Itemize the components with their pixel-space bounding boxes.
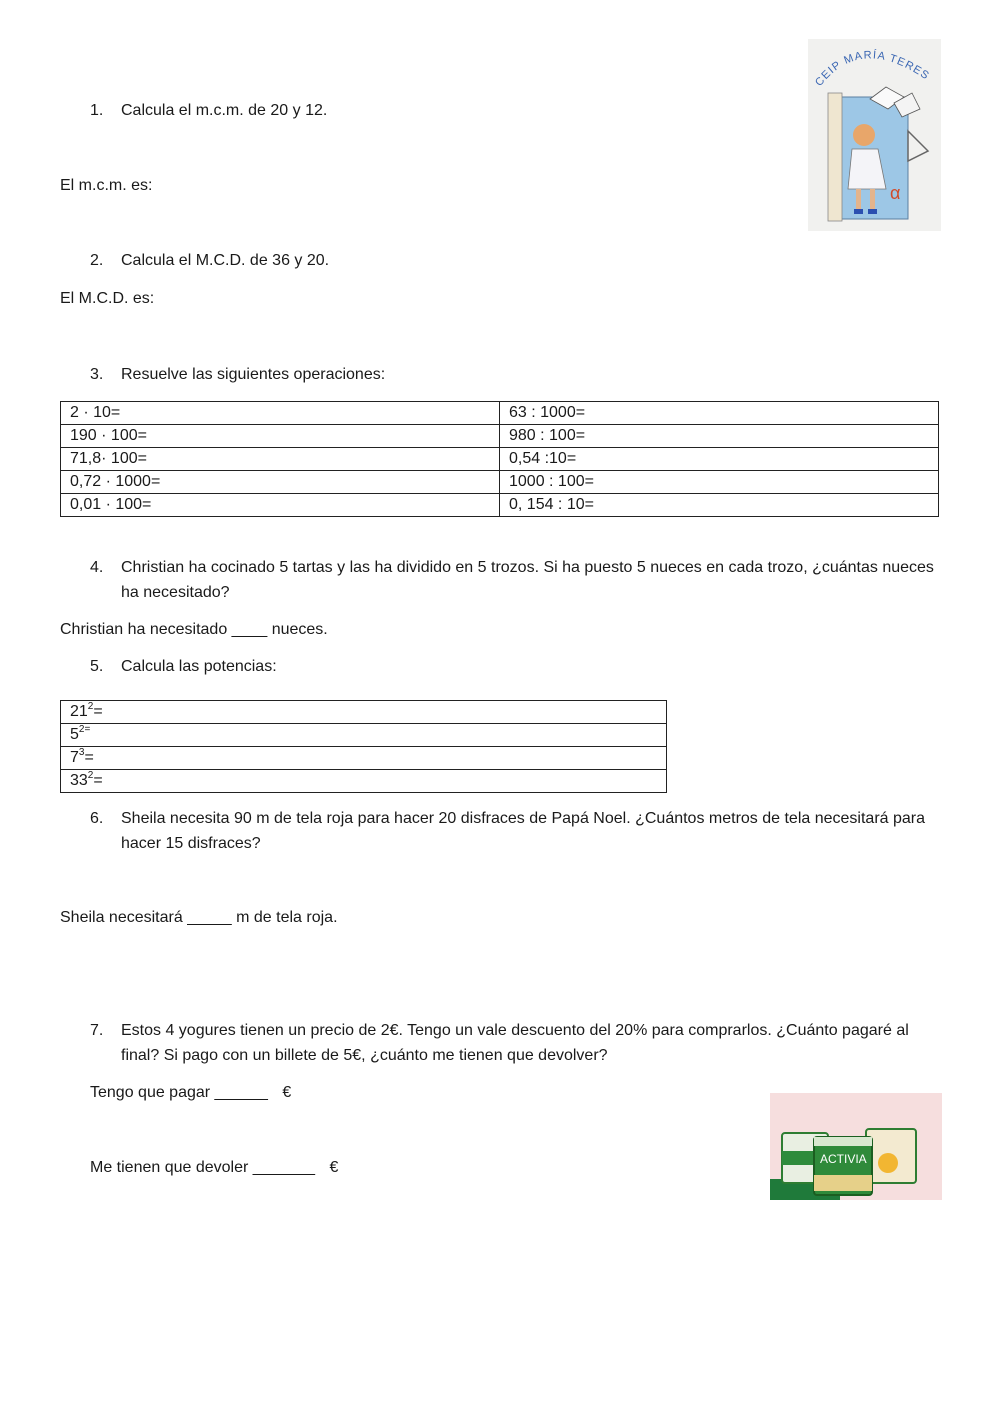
table-cell: 0,72 · 1000= (61, 471, 500, 494)
table-cell: 0, 154 : 10= (500, 494, 939, 517)
question-number: 1. (90, 102, 104, 119)
question-text: Estos 4 yogures tienen un precio de 2€. Tengo un vale descuento del 20% para comprarlos. ¿Cuánto pagaré al final? Si pago con un billete de 5€, ¿cuánto me tienen que devolver? (121, 1022, 909, 1064)
school-logo (808, 39, 941, 231)
svg-text:α: α (890, 183, 901, 203)
question-text: Calcula las potencias: (121, 658, 277, 675)
question-number: 3. (90, 366, 104, 383)
answer-line-4: Christian ha necesitado ____ nueces. (60, 621, 328, 638)
table-row (61, 471, 939, 494)
question-text: Calcula el m.c.m. de 20 y 12. (121, 102, 328, 119)
table-row (61, 494, 939, 517)
answer-line-1: El m.c.m. es: (60, 177, 153, 194)
table-cell: $33^2=$ (61, 770, 667, 793)
table-cell: $7^3=$ (61, 747, 667, 770)
yogurt-image (770, 1093, 942, 1200)
table-row (61, 402, 939, 425)
answer-line-2: El M.C.D. es: (60, 290, 155, 307)
table-cell: $5^{2=}$ (61, 724, 667, 747)
yogurt-brand: ACTIVIA (820, 1152, 867, 1166)
question-number: 7. (90, 1022, 104, 1039)
answer-line-6: Sheila necesitará _____ m de tela roja. (60, 909, 338, 926)
school-logo-text: CEIP MARÍA TERES (813, 49, 932, 89)
table-row (61, 770, 667, 793)
table-row (61, 724, 667, 747)
table-row (61, 425, 939, 448)
operations-table (60, 401, 939, 517)
question-text: Calcula el M.C.D. de 36 y 20. (121, 252, 330, 269)
answer-line-7b (90, 1158, 338, 1178)
euro-symbol: € (282, 1084, 292, 1101)
table-cell: 0,01 · 100= (61, 494, 500, 517)
yogurt-drawing (770, 1093, 942, 1200)
table-cell: $21^2=$ (61, 701, 667, 724)
table-row (61, 448, 939, 471)
table-row (61, 701, 667, 724)
table-cell: 980 : 100= (500, 425, 939, 448)
table-cell: 2 · 10= (61, 402, 500, 425)
question-text: Sheila necesita 90 m de tela roja para hacer 20 disfraces de Papá Noel. ¿Cuántos metros de tela necesitará para hacer 15 disfraces? (121, 810, 926, 852)
question-number: 6. (90, 810, 104, 827)
table-cell: 0,54 :10= (500, 448, 939, 471)
powers-table (60, 700, 667, 793)
question-text: Resuelve las siguientes operaciones: (121, 366, 386, 383)
table-cell: 63 : 1000= (500, 402, 939, 425)
table-cell: 71,8· 100= (61, 448, 500, 471)
school-logo-drawing (808, 39, 941, 231)
answer-label: Tengo que pagar ______ (90, 1084, 268, 1101)
question-number: 2. (90, 252, 104, 269)
table-cell: 190 · 100= (61, 425, 500, 448)
question-number: 4. (90, 559, 104, 576)
answer-label: Me tienen que devoler _______ (90, 1159, 316, 1176)
question-text: Christian ha cocinado 5 tartas y las ha dividido en 5 trozos. Si ha puesto 5 nueces en cada trozo, ¿cuántas nueces ha necesitado? (121, 559, 934, 601)
table-row (61, 747, 667, 770)
table-cell: 1000 : 100= (500, 471, 939, 494)
euro-symbol: € (329, 1159, 339, 1176)
question-number: 5. (90, 658, 104, 675)
answer-line-7a (90, 1083, 291, 1103)
